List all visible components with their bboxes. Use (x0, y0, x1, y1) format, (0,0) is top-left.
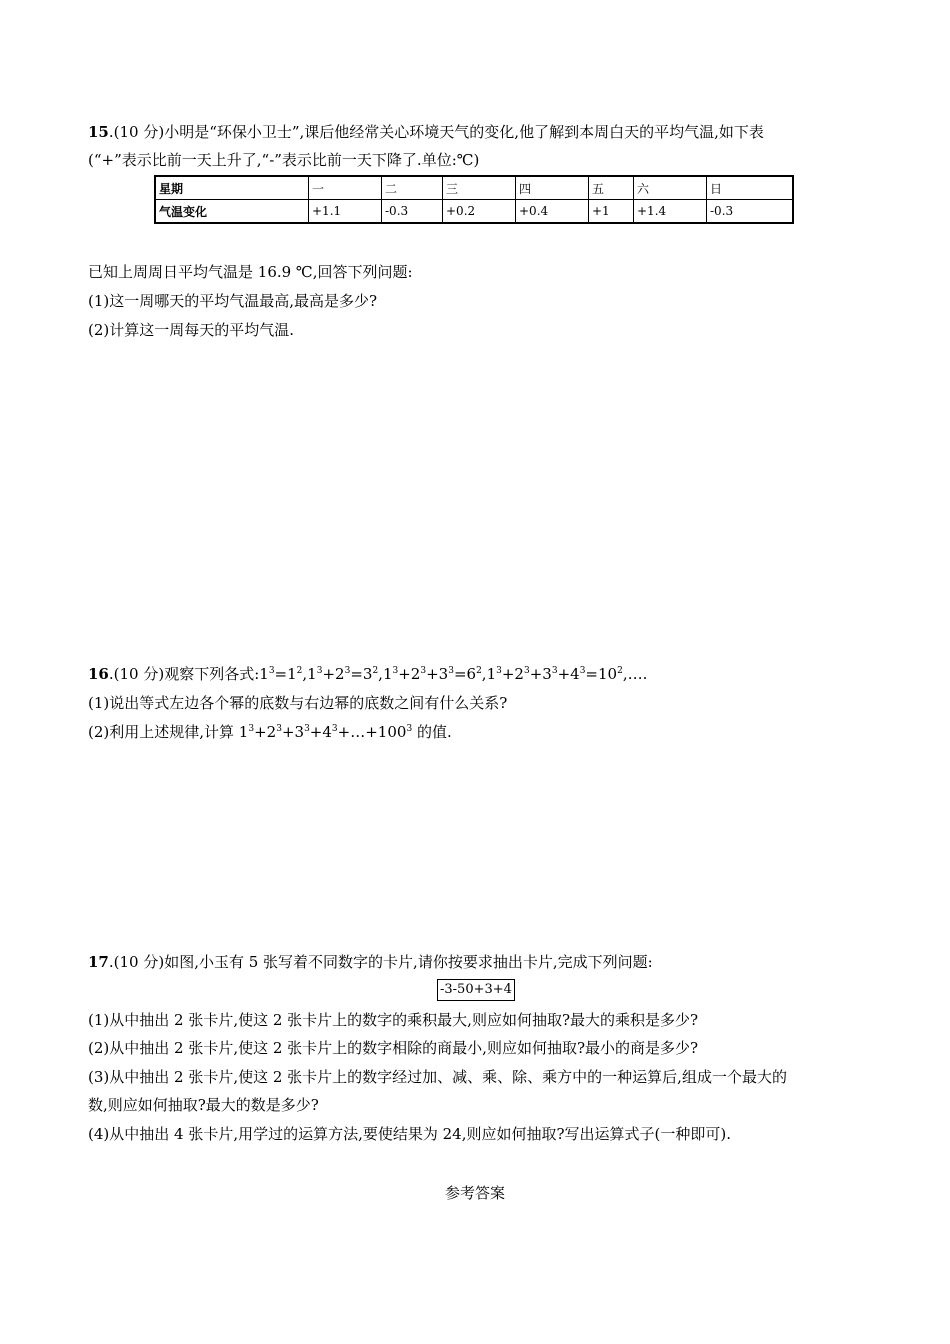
change-cell: -0.3 (707, 200, 794, 224)
q16-sub1: (1)说出等式左边各个幂的底数与右边幂的底数之间有什么关系? (88, 694, 508, 712)
change-cell: +0.4 (516, 200, 589, 224)
q16-sub2-suffix: 的值. (412, 723, 452, 741)
q17-sub2: (2)从中抽出 2 张卡片,使这 2 张卡片上的数字相除的商最小,则应如何抽取?最小的商是多少? (88, 1039, 699, 1057)
table-row-weekday (155, 176, 793, 200)
q16-text: .(10 分)观察下列各式: (108, 665, 260, 683)
q16-sum-expression: $1^3+2^3+3^3+4^3+\dots+100^3$ (238, 723, 413, 741)
q16-line1 (88, 663, 647, 685)
row-header-weekday: 星期 (155, 176, 309, 200)
day-cell: 五 (589, 176, 634, 200)
day-cell: 一 (309, 176, 382, 200)
q17-sub1: (1)从中抽出 2 张卡片,使这 2 张卡片上的数字的乘积最大,则应如何抽取?最大的乘积是多少? (88, 1011, 699, 1029)
q15-intro: 已知上周周日平均气温是 16.9 ℃,回答下列问题: (88, 263, 413, 281)
answer-title: 参考答案 (444, 1184, 505, 1202)
table-row-change (155, 200, 793, 224)
temperature-table (154, 175, 794, 224)
q15-line2: (“+”表示比前一天上升了,“-”表示比前一天下降了.单位:℃) (88, 151, 480, 169)
change-cell: +1.1 (309, 200, 382, 224)
q17-number: 17 (88, 953, 109, 971)
q16-sub2 (88, 721, 452, 743)
q17-line1 (88, 951, 653, 973)
q15-number: 15 (88, 123, 109, 141)
q15-sub2: (2)计算这一周每天的平均气温. (88, 321, 295, 339)
change-cell: +1.4 (634, 200, 707, 224)
day-cell: 六 (634, 176, 707, 200)
change-cell: +0.2 (443, 200, 516, 224)
day-cell: 三 (443, 176, 516, 200)
q15-text: .(10 分)小明是“环保小卫士”,课后他经常关心环境天气的变化,他了解到本周白天的平均气温,如下表 (108, 123, 764, 141)
q16-equations: $1^3=1^2,1^3+2^3=3^2,1^3+2^3+3^3=6^2,1^3+2^3+3^3+4^3=10^2,\dots$. (259, 665, 648, 683)
number-cards: -3-50+3+4 (437, 979, 515, 1001)
day-cell: 二 (382, 176, 443, 200)
q15-line1 (88, 121, 764, 143)
q17-text: .(10 分)如图,小玉有 5 张写着不同数字的卡片,请你按要求抽出卡片,完成下列问题: (108, 953, 653, 971)
row-header-change: 气温变化 (155, 200, 309, 224)
day-cell: 日 (707, 176, 794, 200)
q16-number: 16 (88, 665, 109, 683)
change-cell: -0.3 (382, 200, 443, 224)
change-cell: +1 (589, 200, 634, 224)
q17-sub3-line2: 数,则应如何抽取?最大的数是多少? (88, 1096, 319, 1114)
q17-sub4: (4)从中抽出 4 张卡片,用学过的运算方法,要使结果为 24,则应如何抽取?写出运算式子(一种即可). (88, 1125, 732, 1143)
q17-sub3-line1: (3)从中抽出 2 张卡片,使这 2 张卡片上的数字经过加、减、乘、除、乘方中的一种运算后,组成一个最大的 (88, 1068, 787, 1086)
q15-sub1: (1)这一周哪天的平均气温最高,最高是多少? (88, 292, 378, 310)
q16-sub2-prefix: (2)利用上述规律,计算 (88, 723, 239, 741)
day-cell: 四 (516, 176, 589, 200)
